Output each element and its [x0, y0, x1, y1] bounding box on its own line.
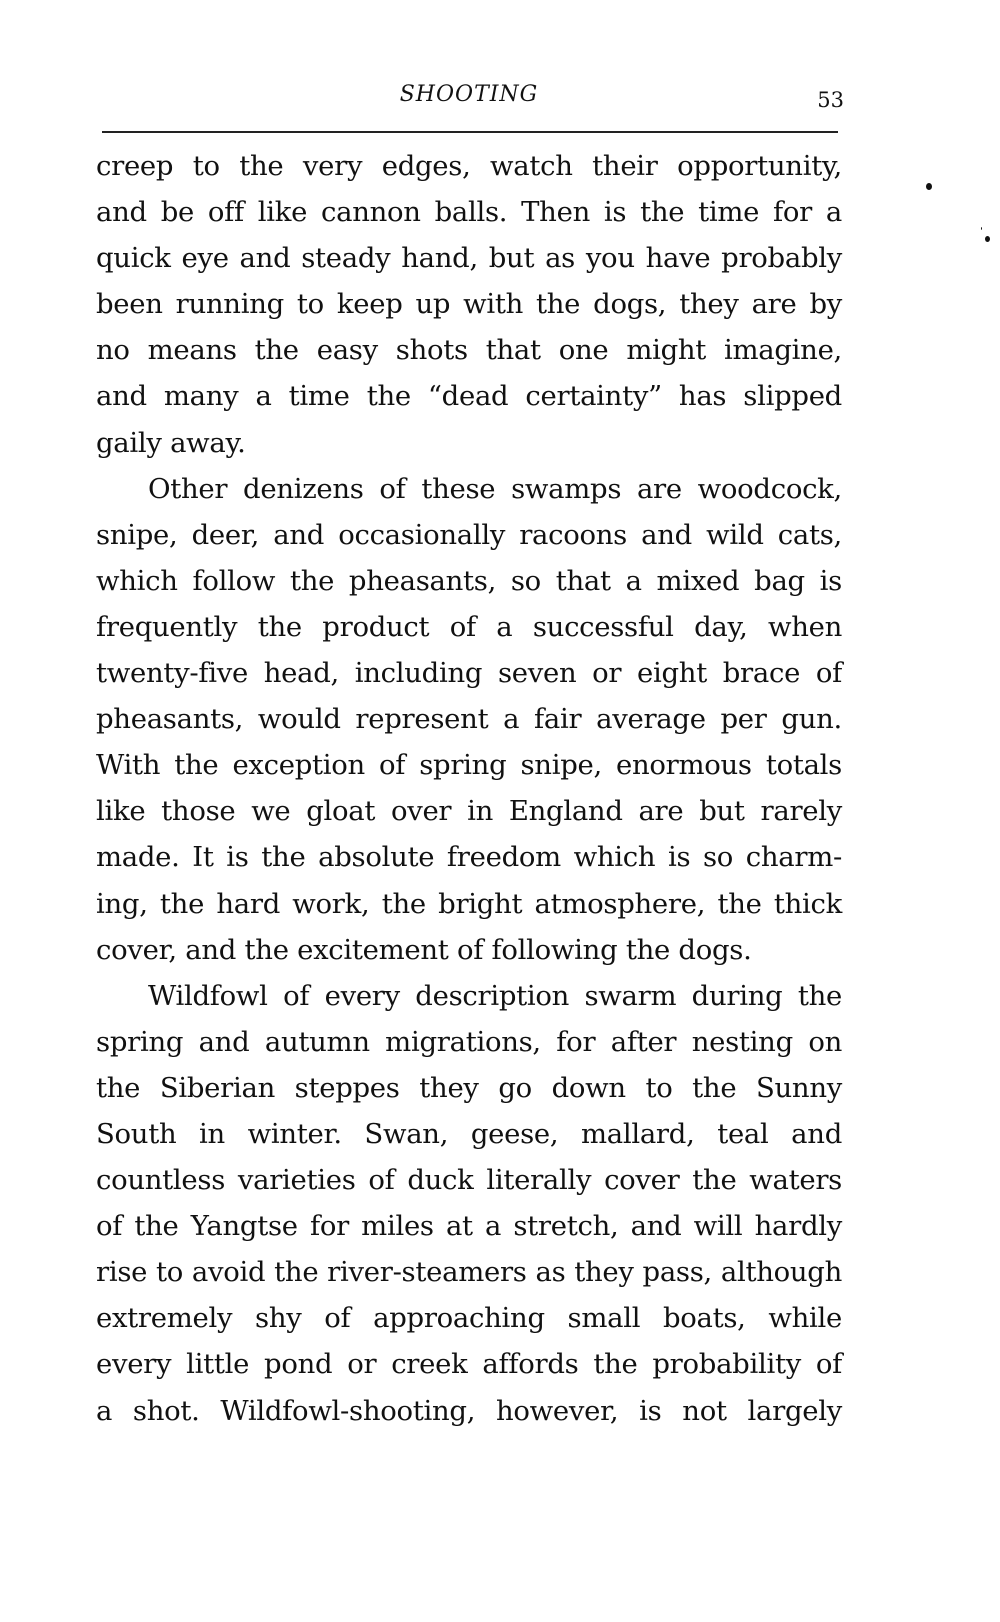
- text-line: been running to keep up with the dogs, they are by: [96, 288, 842, 321]
- paragraph-first-line: Other denizens of these swamps are woodcock,: [148, 472, 842, 505]
- running-head: [96, 82, 842, 116]
- running-title: SHOOTING: [399, 82, 539, 107]
- text-line: no means the easy shots that one might imagine,: [96, 334, 842, 367]
- text-line: South in winter. Swan, geese, mallard, teal and: [96, 1117, 842, 1150]
- text-line: snipe, deer, and occasionally racoons and wild cats,: [96, 518, 842, 551]
- text-line: like those we gloat over in England are but rarely: [96, 795, 842, 828]
- text-line: and be off like cannon balls. Then is the time for a: [96, 196, 842, 229]
- text-line: gaily away.: [96, 426, 246, 459]
- header-rule: [102, 131, 838, 133]
- text-line: With the exception of spring snipe, enormous totals: [96, 749, 842, 782]
- body-text: [96, 143, 842, 1434]
- text-line: extremely shy of approaching small boats, while: [96, 1302, 842, 1335]
- text-line: of the Yangtse for miles at a stretch, and will hardly: [96, 1210, 842, 1243]
- text-line: rise to avoid the river-steamers as they pass, although: [96, 1256, 842, 1289]
- text-line: made. It is the absolute freedom which is so charm-: [96, 841, 842, 874]
- text-line: spring and autumn migrations, for after nesting on: [96, 1025, 842, 1058]
- text-line: and many a time the “dead certainty” has slipped: [96, 380, 842, 413]
- text-line: cover, and the excitement of following the dogs.: [96, 933, 752, 966]
- scan-speck: [981, 227, 982, 230]
- scan-speck: [985, 236, 990, 242]
- text-line: every little pond or creek affords the probability of: [96, 1348, 842, 1381]
- text-line: the Siberian steppes they go down to the Sunny: [96, 1071, 842, 1104]
- text-line: quick eye and steady hand, but as you have probably: [96, 242, 842, 275]
- paragraph-first-line: Wildfowl of every description swarm during the: [148, 979, 842, 1012]
- text-line: a shot. Wildfowl-shooting, however, is not largely: [96, 1394, 842, 1427]
- page-number: 53: [817, 88, 844, 112]
- text-line: twenty-five head, including seven or eight brace of: [96, 657, 842, 690]
- text-line: creep to the very edges, watch their opportunity,: [96, 150, 842, 182]
- text-line: ing, the hard work, the bright atmosphere, the thick: [96, 887, 842, 920]
- text-line: countless varieties of duck literally cover the waters: [96, 1164, 842, 1197]
- text-line: frequently the product of a successful day, when: [96, 610, 842, 643]
- scan-speck: [926, 183, 932, 190]
- text-line: which follow the pheasants, so that a mixed bag is: [96, 564, 842, 597]
- text-line: pheasants, would represent a fair average per gun.: [96, 703, 842, 736]
